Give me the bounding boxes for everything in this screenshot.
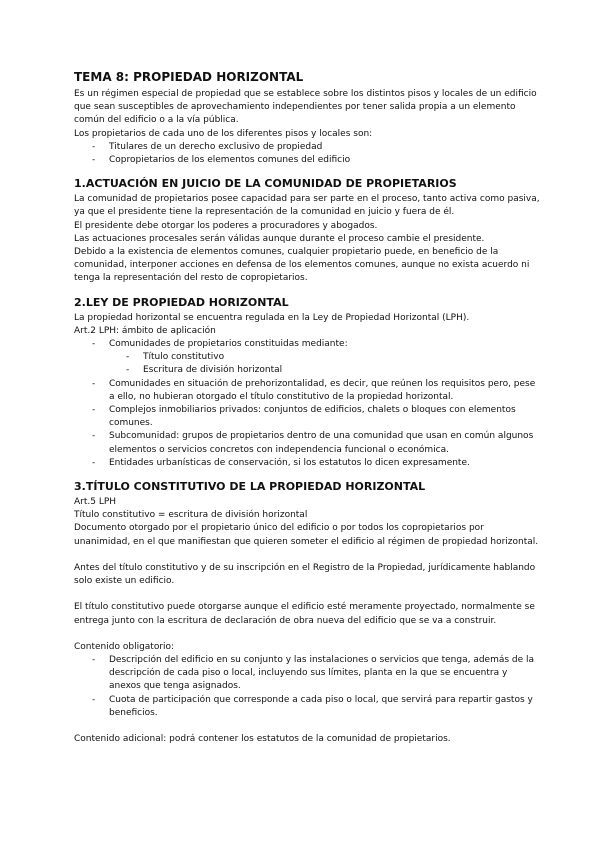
list-item: - Comunidades en situación de prehorizontalidad, es decir, que reúnen los requisitos pero, pese a ello, no hubieran otorgado el título constitutivo de la propiedad horizontal.: [92, 378, 540, 404]
section-heading: 3.TÍTULO CONSTITUTIVO DE LA PROPIEDAD HORIZONTAL: [74, 480, 426, 494]
list-item: - Subcomunidad: grupos de propietarios dentro de una comunidad que usan en común algunos elementos o servicios concretos con independencia funcional o económica.: [92, 430, 540, 456]
scope-list: [74, 338, 540, 470]
section-paragraph: El título constitutivo puede otorgarse aunque el edificio esté meramente proyectado, normalmente se entrega junto con la escritura de declaración de obra nueva del edificio que se va a construir.: [74, 602, 535, 626]
section-heading: 2.LEY DE PROPIEDAD HORIZONTAL: [74, 295, 289, 309]
document-title: TEMA 8: PROPIEDAD HORIZONTAL: [74, 70, 304, 84]
sub-list: [109, 351, 540, 377]
paragraph-spacer: [74, 549, 540, 562]
list-item: - Complejos inmobiliarios privados: conjuntos de edificios, chalets o bloques con elementos comunes.: [92, 404, 540, 430]
sub-list-item: - Título constitutivo: [126, 351, 540, 364]
intro-paragraph: Es un régimen especial de propiedad que se establece sobre los distintos pisos y locales de un edificio que sean susceptibles de aprovechamiento independientes por tener salida propia a un elemento común del edificio o a la vía pública.: [74, 89, 537, 126]
section-paragraph: Art.2 LPH: ámbito de aplicación: [74, 325, 216, 336]
section-heading: 1.ACTUACIÓN EN JUICIO DE LA COMUNIDAD DE PROPIETARIOS: [74, 177, 457, 191]
intro-paragraph: Los propietarios de cada uno de los diferentes pisos y locales son:: [74, 128, 373, 139]
section-paragraph: Contenido obligatorio:: [74, 641, 175, 652]
section-paragraph: Antes del título constitutivo y de su inscripción en el Registro de la Propiedad, jurídicamente hablando solo existe un edificio.: [74, 562, 536, 587]
list-item: - Cuota de participación que corresponde a cada piso o local, que servirá para repartir gastos y beneficios.: [92, 694, 540, 720]
list-item: [92, 338, 540, 378]
list-item: - Entidades urbanísticas de conservación, si los estatutos lo dicen expresamente.: [92, 457, 540, 470]
content-list: [74, 654, 540, 720]
list-item: - Copropietarios de los elementos comunes del edificio: [92, 154, 540, 167]
section-paragraph: La propiedad horizontal se encuentra regulada en la Ley de Propiedad Horizontal (LPH).: [74, 312, 470, 323]
section-paragraph: Contenido adicional: podrá contener los estatutos de la comunidad de propietarios.: [74, 733, 451, 744]
section-paragraph: Art.5 LPH: [74, 497, 117, 508]
section-paragraph: Debido a la existencia de elementos comunes, cualquier propietario puede, en beneficio de la comunidad, interponer acciones en defensa de los elementos comunes, aunque no exista acuerdo ni tenga la representación del resto de copropietarios.: [74, 247, 530, 284]
section-paragraph: Las actuaciones procesales serán válidas aunque durante el proceso cambie el presidente.: [74, 233, 485, 244]
sub-list-item: - Escritura de división horizontal: [126, 364, 540, 377]
section-paragraph: Título constitutivo = escritura de división horizontal: [74, 510, 308, 521]
paragraph-spacer: [74, 588, 540, 601]
section-paragraph: Documento otorgado por el propietario único del edificio o por todos los copropietarios por unanimidad, en el que manifiestan que quieren someter el edificio al régimen de propiedad horizontal.: [74, 523, 539, 547]
list-item: - Titulares de un derecho exclusivo de propiedad: [92, 141, 540, 154]
paragraph-spacer: [74, 720, 540, 733]
section-paragraph: La comunidad de propietarios posee capacidad para ser parte en el proceso, tanto activa como pasiva, ya que el presidente tiene la representación de la comunidad en juicio y fuera de él.: [74, 194, 540, 218]
section-paragraph: El presidente debe otorgar los poderes a procuradores y abogados.: [74, 220, 378, 231]
list-item: - Descripción del edificio en su conjunto y las instalaciones o servicios que tenga, además de la descripción de cada piso o local, incluyendo sus límites, planta en la que se encuentra y anexos que tenga asignados.: [92, 654, 540, 694]
paragraph-spacer: [74, 628, 540, 641]
intro-list: [74, 141, 540, 167]
list-item-text: Comunidades de propietarios constituidas mediante:: [109, 339, 348, 350]
